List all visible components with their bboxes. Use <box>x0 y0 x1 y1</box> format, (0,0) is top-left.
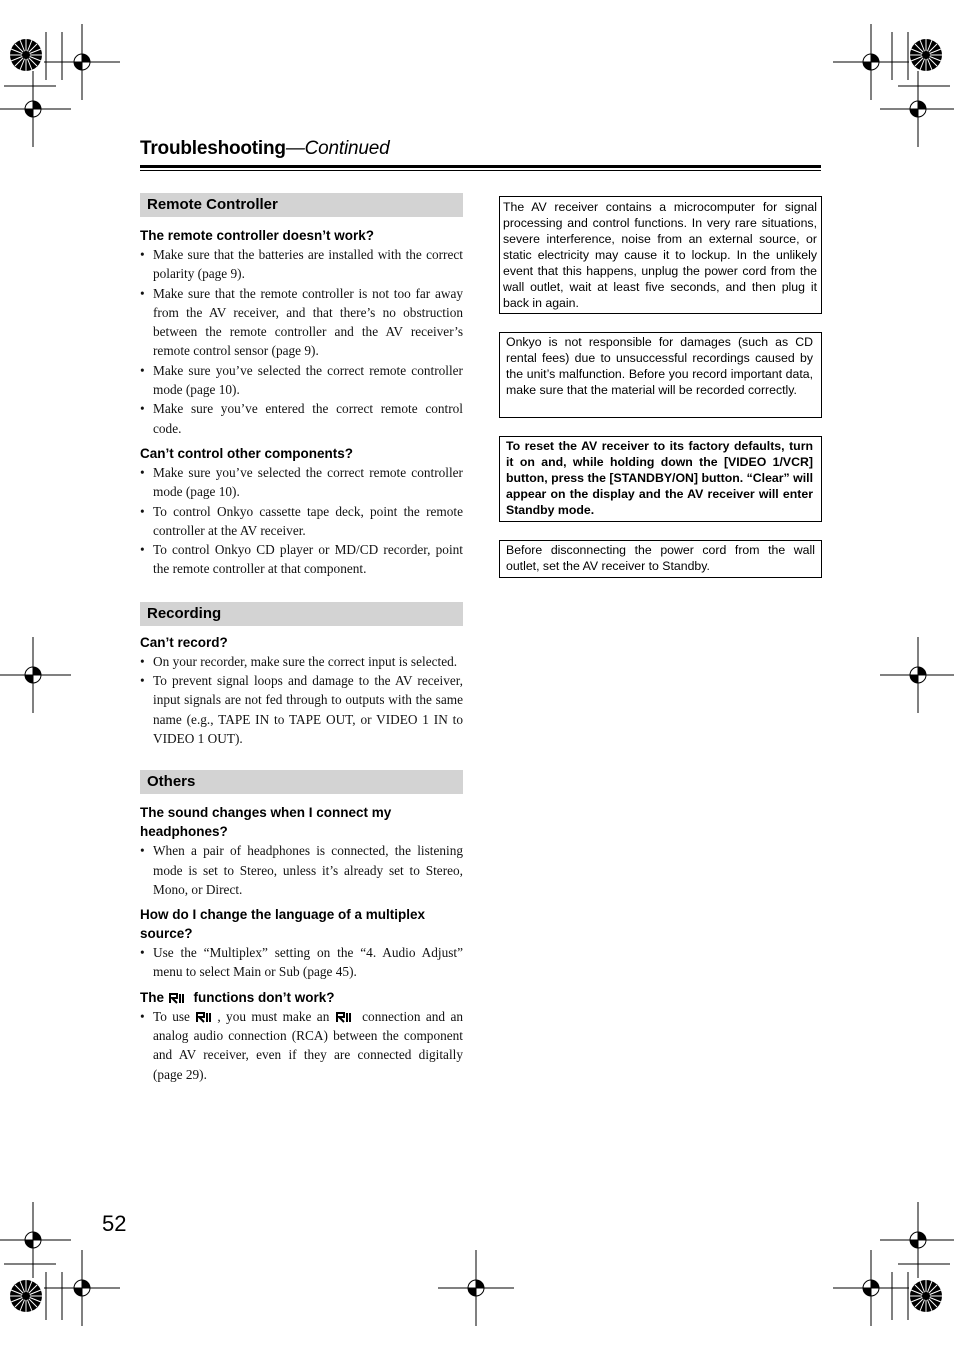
list-item: • Make sure that the batteries are installed with the correct polarity (page 9). <box>140 245 463 284</box>
crosshair-icon <box>880 71 954 147</box>
crosshair-icon <box>0 1202 71 1278</box>
title-main: Troubleshooting <box>140 138 286 159</box>
page-number: 52 <box>102 1211 127 1236</box>
section-heading-recording: Recording <box>140 602 463 626</box>
starburst-icon <box>10 1280 42 1312</box>
list-item: • Use the “Multiplex” setting on the “4. Audio Adjust” menu to select Main or Sub (page 45). <box>140 943 463 982</box>
question-remote-doesnt-work: The remote controller doesn’t work? <box>140 228 375 243</box>
starburst-icon <box>10 39 42 71</box>
crosshair-icon <box>438 1250 514 1326</box>
note-box-microcomputer: The AV receiver contains a microcomputer for signal processing and control functions. In very rare situations, severe interference, noise from an external source, or static electricity may cause it to lockup. In the unlikely event that this happens, unplug the power cord from the wall outlet, wait at least five seconds, and then plug it back in again. <box>499 196 822 314</box>
title-continued: —Continued <box>285 138 390 159</box>
crosshair-icon <box>0 71 71 147</box>
list-item: • Make sure that the remote controller is not too far away from the AV receiver, and that there’s no obstruction between the remote controller and the AV receiver’s remote control sensor (page 9). <box>140 284 463 361</box>
list-item: • Make sure you’ve entered the correct remote control code. <box>140 399 463 438</box>
list-item: • When a pair of headphones is connected, the listening mode is set to Stereo, unless it’s already set to Stereo, Mono, or Direct. <box>140 841 463 899</box>
question-suffix: functions don’t work? <box>193 989 335 1005</box>
note-box-factory-reset: To reset the AV receiver to its factory defaults, turn it on and, while holding down the [VIDEO 1/VCR] button, press the [STANDBY/ON] button. “Clear” will appear on the display and the AV receiver will enter Standby mode. <box>499 436 822 522</box>
text-part: To use <box>153 1008 190 1024</box>
list-item: • To prevent signal loops and damage to the AV receiver, input signals are not fed through to outputs with the same name (e.g., TAPE IN to TAPE OUT, or VIDEO 1 IN to VIDEO 1 OUT). <box>140 671 463 748</box>
section-heading-remote-controller: Remote Controller <box>140 193 463 217</box>
list-item: • Make sure you’ve selected the correct remote controller mode (page 10). <box>140 361 463 400</box>
crosshair-icon <box>0 637 71 713</box>
starburst-icon <box>910 1280 942 1312</box>
crosshair-icon <box>833 1250 909 1326</box>
crosshair-icon <box>880 1202 954 1278</box>
question-cant-control-components: Can’t control other components? <box>140 445 354 461</box>
note-box-disclaimer: Onkyo is not responsible for damages (such as CD rental fees) due to unsuccessful recordings caused by the unit’s malfunction. Before you record important data, make sure that the material will be recorded correctly. <box>499 332 822 418</box>
text-part: connection and an analog audio connection (RCA) between the component and AV receiver, even if they are connected digitally (page 29). <box>153 1008 463 1082</box>
question-headphones: The sound changes when I connect my headphones? <box>140 805 392 840</box>
list-item: • Make sure you’ve selected the correct remote controller mode (page 10). <box>140 463 463 502</box>
text-part: , you must make an <box>217 1008 330 1024</box>
crosshair-icon <box>44 1250 120 1326</box>
crosshair-icon <box>833 24 909 100</box>
list-item: • To control Onkyo cassette tape deck, point the remote controller at the AV receiver. <box>140 502 463 541</box>
question-multiplex-language: How do I change the language of a multiplex source? <box>140 907 426 942</box>
crosshair-icon <box>44 24 120 100</box>
list-item: • To control Onkyo CD player or MD/CD recorder, point the remote controller at that component. <box>140 540 463 579</box>
list-item: • On your recorder, make sure the correct input is selected. <box>140 652 463 671</box>
note-box-standby: Before disconnecting the power cord from the wall outlet, set the AV receiver to Standby. <box>499 540 822 578</box>
starburst-icon <box>910 39 942 71</box>
crosshair-icon <box>880 637 954 713</box>
question-prefix: The <box>140 989 165 1005</box>
question-cant-record: Can’t record? <box>140 634 228 650</box>
section-heading-others: Others <box>140 770 463 794</box>
